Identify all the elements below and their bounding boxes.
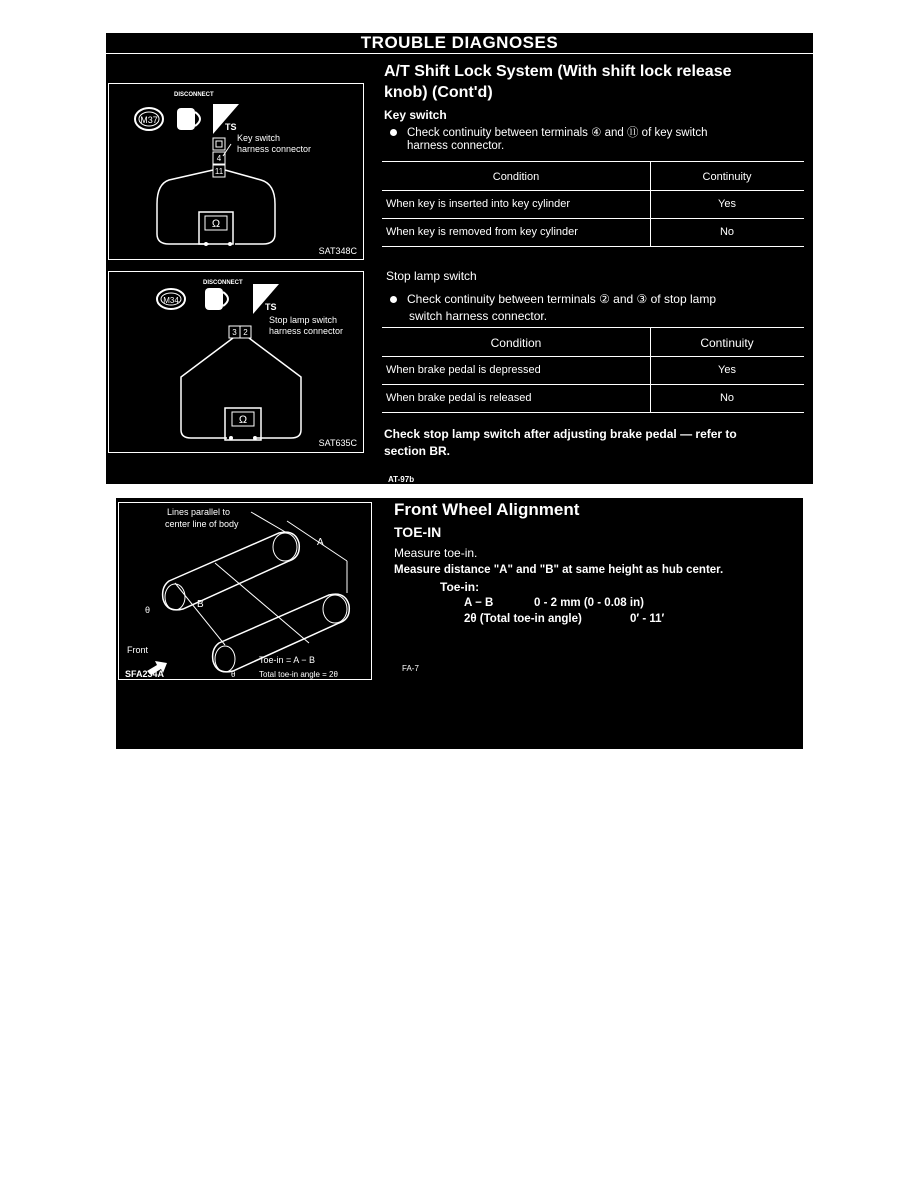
fig-label-1: Lines parallel to: [167, 507, 231, 517]
key-switch-diagram: [109, 84, 363, 259]
pin-a-text: 3: [232, 328, 237, 337]
table-row: [382, 190, 804, 219]
page-title-line1: A/T Shift Lock System (With shift lock release: [384, 63, 732, 80]
key-switch-instruction-text: Check continuity between terminals ④ and ⑪ of key switch: [407, 127, 708, 139]
front-wheel-alignment-panel: [116, 498, 803, 749]
page-ref: FA-7: [402, 664, 419, 673]
figure-code: SFA234A: [125, 669, 165, 679]
ohm-text: Ω: [211, 218, 221, 230]
connector-id-text: M37: [140, 115, 158, 125]
bullet-icon: [390, 296, 397, 303]
key-switch-figure: [108, 83, 364, 260]
page-title-line2: knob) (Cont'd): [384, 84, 493, 101]
label-a: A: [317, 537, 324, 548]
fig-label-2: harness connector: [269, 326, 344, 336]
table-cell-condition: When key is inserted into key cylinder: [386, 198, 571, 210]
stop-lamp-instruction: [390, 292, 716, 306]
table-cell-continuity: No: [719, 392, 735, 404]
key-switch-instruction-cont: harness connector.: [407, 140, 505, 152]
stop-lamp-heading: Stop lamp switch: [386, 269, 477, 283]
fig-label-2: center line of body: [165, 519, 239, 529]
toe-in-figure: [118, 502, 372, 680]
fig-label-1: Key switch: [237, 133, 281, 143]
key-switch-instruction: [390, 124, 708, 140]
header-rule: [106, 53, 813, 54]
stop-lamp-table: [382, 327, 804, 413]
section-header: TROUBLE DIAGNOSES: [360, 33, 559, 52]
fig-label-1: Stop lamp switch: [269, 315, 338, 325]
ts-text: TS: [225, 122, 237, 132]
connector-id-text: M34: [163, 296, 179, 305]
header-continuity: Continuity: [702, 171, 752, 183]
stop-lamp-figure: [108, 271, 364, 453]
fig-label-2: harness connector: [237, 144, 312, 154]
table-cell-condition: When brake pedal is released: [386, 392, 532, 404]
header-condition: Condition: [492, 171, 540, 183]
table-row: [382, 218, 804, 246]
stop-lamp-instruction-cont: switch harness connector.: [409, 309, 548, 323]
angle-formula: Total toe-in angle = 2θ: [259, 670, 338, 679]
table-cell-continuity: Yes: [718, 198, 736, 210]
table-cell-condition: When brake pedal is depressed: [386, 364, 541, 376]
bullet-icon: [390, 129, 397, 136]
section-subtitle: TOE-IN: [394, 524, 442, 540]
figure-code: SAT348C: [318, 246, 357, 256]
table-cell-condition: When key is removed from key cylinder: [386, 226, 578, 238]
instruction-2: Measure distance "A" and "B" at same height as hub center.: [394, 564, 724, 576]
label-b: B: [197, 599, 204, 610]
spec-1-label: A − B: [464, 597, 494, 609]
spec-1-value: 0 - 2 mm (0 - 0.08 in): [534, 597, 644, 609]
stop-lamp-diagram: [109, 272, 363, 452]
pin-a-text: 4: [216, 154, 222, 163]
key-switch-table: [382, 161, 804, 247]
front-label: Front: [127, 645, 149, 655]
header-continuity: Continuity: [700, 336, 754, 350]
table-header-row: [382, 328, 804, 357]
table-cell-continuity: No: [719, 226, 735, 238]
page-ref: AT-97b: [388, 475, 415, 484]
figure-code: SAT635C: [318, 438, 357, 448]
pin-b-text: 2: [243, 328, 248, 337]
ohm-text: Ω: [238, 414, 248, 426]
spec-2-label: 2θ (Total toe-in angle): [464, 613, 582, 625]
table-cell-continuity: Yes: [718, 364, 736, 376]
at-shift-lock-panel: [106, 33, 813, 484]
spec-2-value: 0′ - 11′: [630, 613, 665, 625]
disconnect-text: DISCONNECT: [203, 280, 243, 286]
table-row: [382, 356, 804, 385]
spec-heading: Toe-in:: [440, 580, 480, 594]
stop-lamp-instruction-text: Check continuity between terminals ② and ③ of stop lamp: [407, 292, 716, 306]
table-row: [382, 384, 804, 412]
ts-text: TS: [265, 302, 277, 312]
toe-formula: Toe-in = A − B: [259, 655, 316, 665]
toe-in-diagram: [119, 503, 371, 679]
section-title: Front Wheel Alignment: [394, 500, 580, 519]
stop-lamp-note-line1: Check stop lamp switch after adjusting brake pedal — refer to: [384, 427, 737, 441]
theta-label-2: θ: [231, 670, 236, 679]
header-condition: Condition: [490, 336, 542, 350]
instruction-1: Measure toe-in.: [394, 546, 478, 560]
pin-b-text: 11: [214, 167, 224, 176]
theta-label: θ: [145, 605, 151, 615]
key-switch-heading: Key switch: [384, 108, 447, 122]
stop-lamp-note-line2: section BR.: [384, 444, 451, 458]
table-header-row: [382, 162, 804, 191]
disconnect-text: DISCONNECT: [174, 92, 214, 98]
